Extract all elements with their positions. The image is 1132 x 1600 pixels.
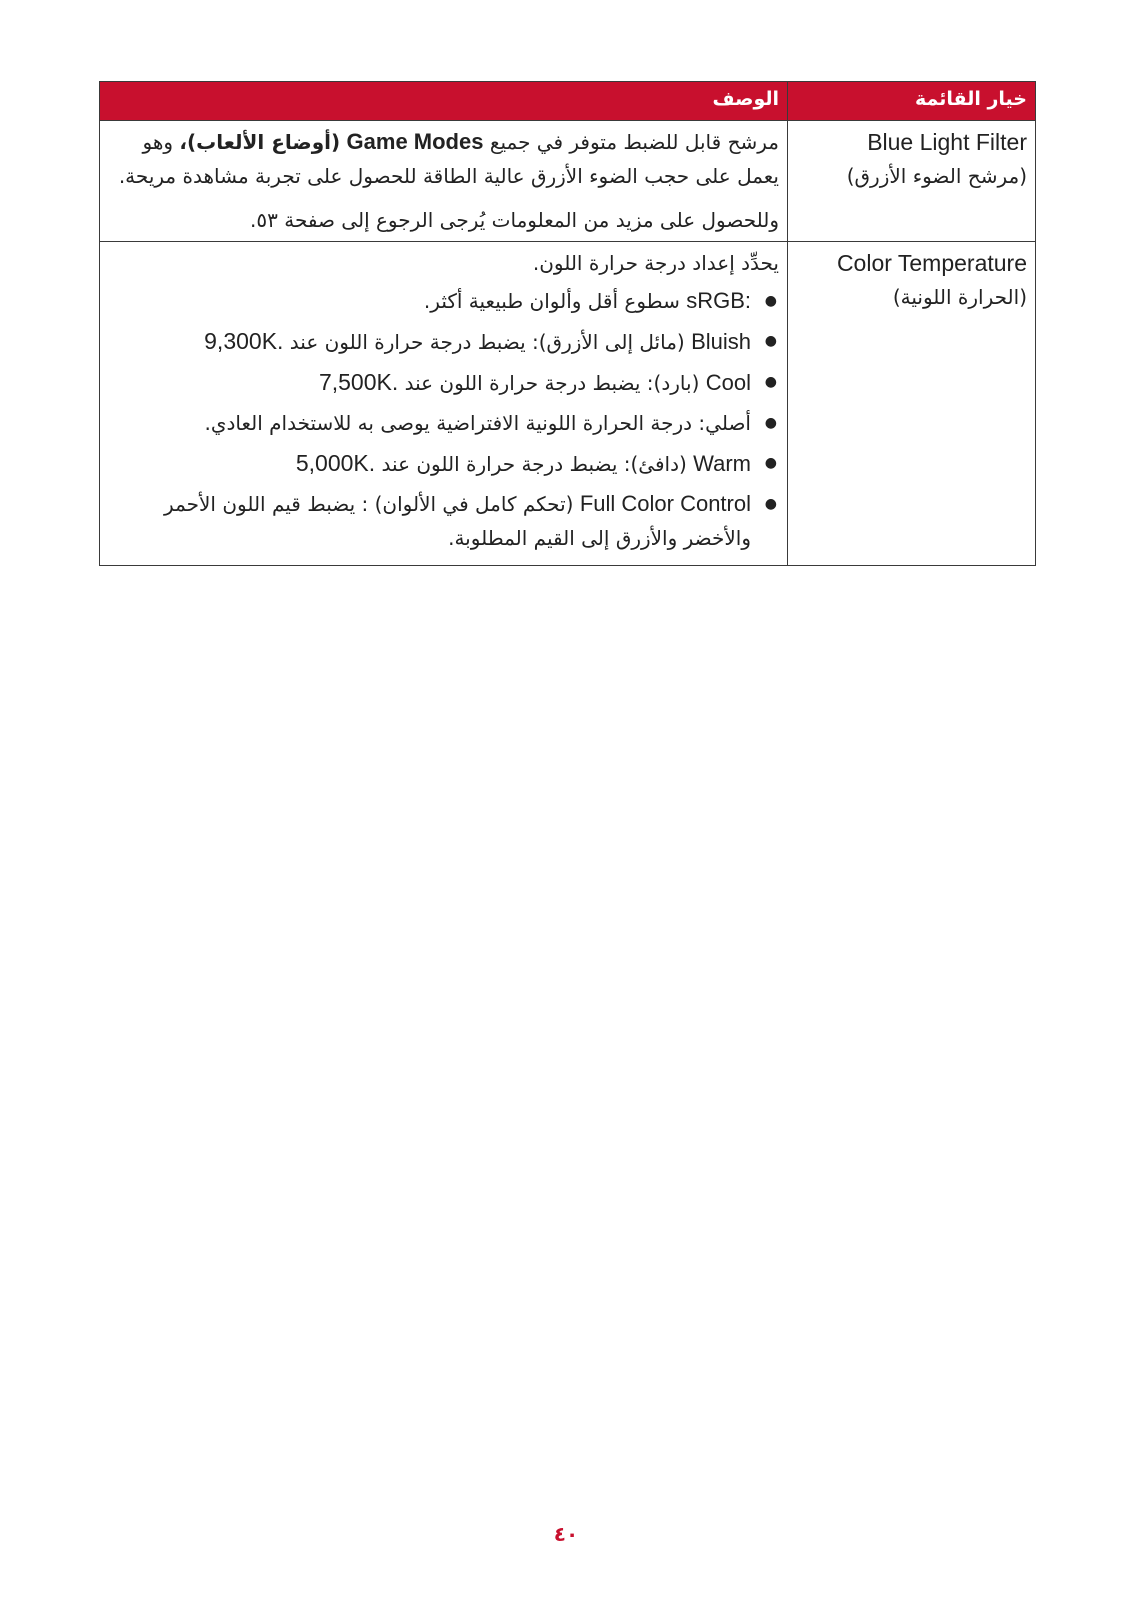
table-row [100,121,1036,242]
item-text: (دافئ): يضبط درجة حرارة اللون عند [381,452,687,476]
item-text: سطوع أقل وألوان طبيعية أكثر. [423,289,680,313]
description-intro: يحدِّد إعداد درجة حرارة اللون. [532,251,779,275]
table-header-row [100,82,1036,121]
game-modes-term-ar: (أوضاع الألعاب)، [179,130,341,154]
header-menu-option: خيار القائمة [788,82,1036,121]
option-name-en: Blue Light Filter [867,129,1027,155]
table-row [100,242,1036,566]
list-item-native [106,406,779,440]
option-cell-color-temperature [788,242,1036,566]
description-reference: وللحصول على مزيد من المعلومات يُرجى الرجوع إلى صفحة ٥٣. [250,208,779,232]
description-cell-blue-light-filter [100,121,788,242]
item-term: Bluish [691,329,751,354]
item-value: 9,300K. [204,328,284,354]
item-value: 5,000K. [295,450,376,476]
option-name-ar: (الحرارة اللونية) [892,285,1027,309]
item-value: 7,500K. [318,369,399,395]
description-text: وهو يعمل على حجب الضوء الأزرق عالية الطاقة للحصول على تجربة مشاهدة مريحة. [118,130,779,188]
item-text: (بارد): يضبط درجة حرارة اللون عند [404,371,700,395]
description-cell-color-temperature [100,242,788,566]
color-temperature-list [106,284,779,555]
list-item-cool [106,365,779,400]
option-cell-blue-light-filter [788,121,1036,242]
menu-options-table [99,81,1036,566]
list-item-srgb [106,284,779,318]
option-name-ar: (مرشح الضوء الأزرق) [846,164,1027,188]
page-number: ٤٠ [553,1522,579,1546]
description-text: مرشح قابل للضبط متوفر في جميع [489,130,779,154]
description-paragraph [106,125,779,193]
item-text: (تحكم كامل في الألوان) : يضبط قيم اللون الأحمر والأخضر والأزرق إلى القيم المطلوبة. [164,492,751,550]
list-item-full-color-control [106,487,779,555]
list-item-bluish [106,324,779,359]
item-term: sRGB: [686,288,751,313]
option-name-en: Color Temperature [836,250,1027,276]
item-text: (مائل إلى الأزرق): يضبط درجة حرارة اللون عند [289,330,685,354]
item-term: Warm [693,451,751,476]
header-description: الوصف [100,82,788,121]
item-term: Full Color Control [579,491,751,516]
item-term: Cool [705,370,751,395]
list-item-warm [106,446,779,481]
item-text: أصلي: درجة الحرارة اللونية الافتراضية يوصى به للاستخدام العادي. [204,411,751,435]
game-modes-term: Game Modes [346,129,484,154]
